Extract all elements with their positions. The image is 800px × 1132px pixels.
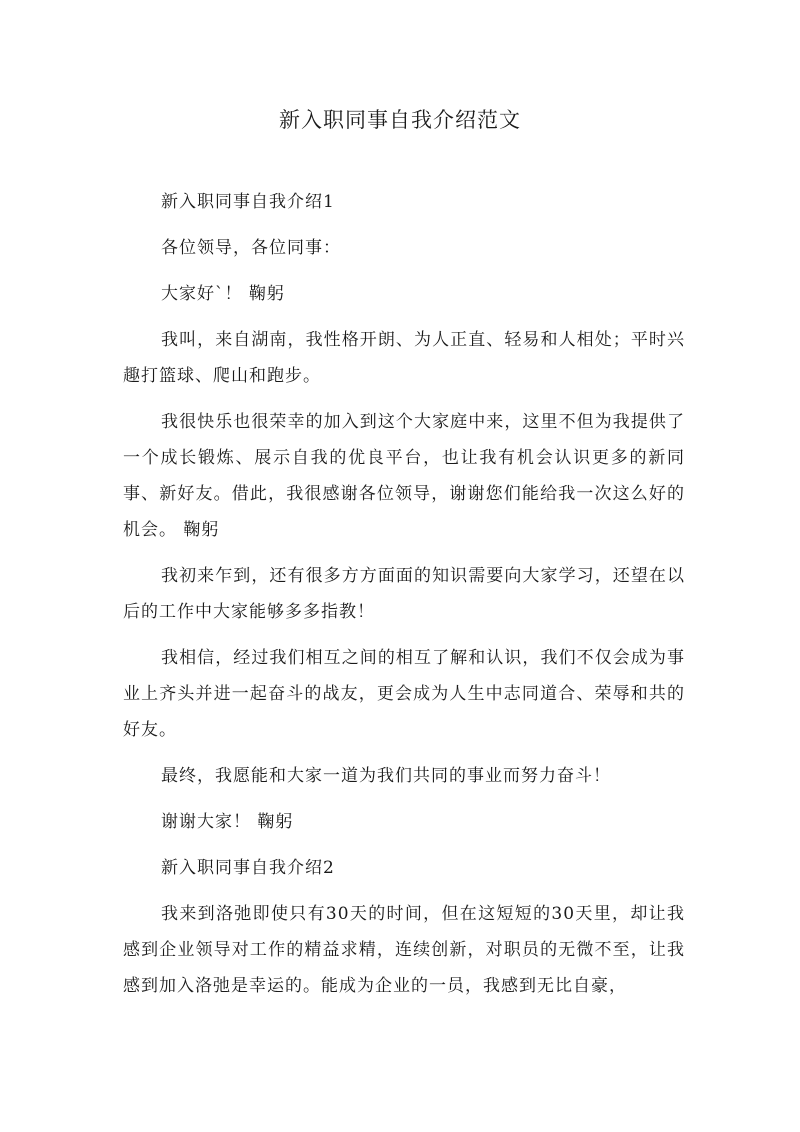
section-heading-2: 新入职同事自我介绍2 xyxy=(161,858,335,878)
document-body xyxy=(123,184,685,1014)
learning-paragraph: 我初来乍到，还有很多方方面面的知识需要向大家学习，还望在以后的工作中大家能够多多指教！ xyxy=(123,566,685,622)
section-heading-1: 新入职同事自我介绍1 xyxy=(161,192,335,212)
belief-paragraph: 我相信，经过我们相互之间的相互了解和认识，我们不仅会成为事业上齐头并进一起奋斗的战友，更会成为人生中志同道合、荣辱和共的好友。 xyxy=(123,648,685,740)
greeting: 各位领导，各位同事： xyxy=(161,238,341,258)
document-title: 新入职同事自我介绍范文 xyxy=(279,108,521,132)
gratitude-paragraph: 我很快乐也很荣幸的加入到这个大家庭中来，这里不但为我提供了一个成长锻炼、展示自我的优良平台，也让我有机会认识更多的新同事、新好友。借此，我很感谢各位领导，谢谢您们能给我一次这么好的机会。 鞠躬 xyxy=(123,412,685,540)
hello-line: 大家好`！ 鞠躬 xyxy=(161,284,285,304)
closing-paragraph: 最终，我愿能和大家一道为我们共同的事业而努力奋斗！ xyxy=(161,766,611,786)
company-paragraph: 我来到洛弛即使只有30天的时间，但在这短短的30天里，却让我感到企业领导对工作的精益求精，连续创新，对职员的无微不至，让我感到加入洛弛是幸运的。能成为企业的一员，我感到无比自豪， xyxy=(123,904,685,996)
intro-paragraph: 我叫，来自湖南，我性格开朗、为人正直、轻易和人相处；平时兴趣打篮球、爬山和跑步。 xyxy=(123,330,685,386)
thanks-line: 谢谢大家！ 鞠躬 xyxy=(161,812,294,832)
